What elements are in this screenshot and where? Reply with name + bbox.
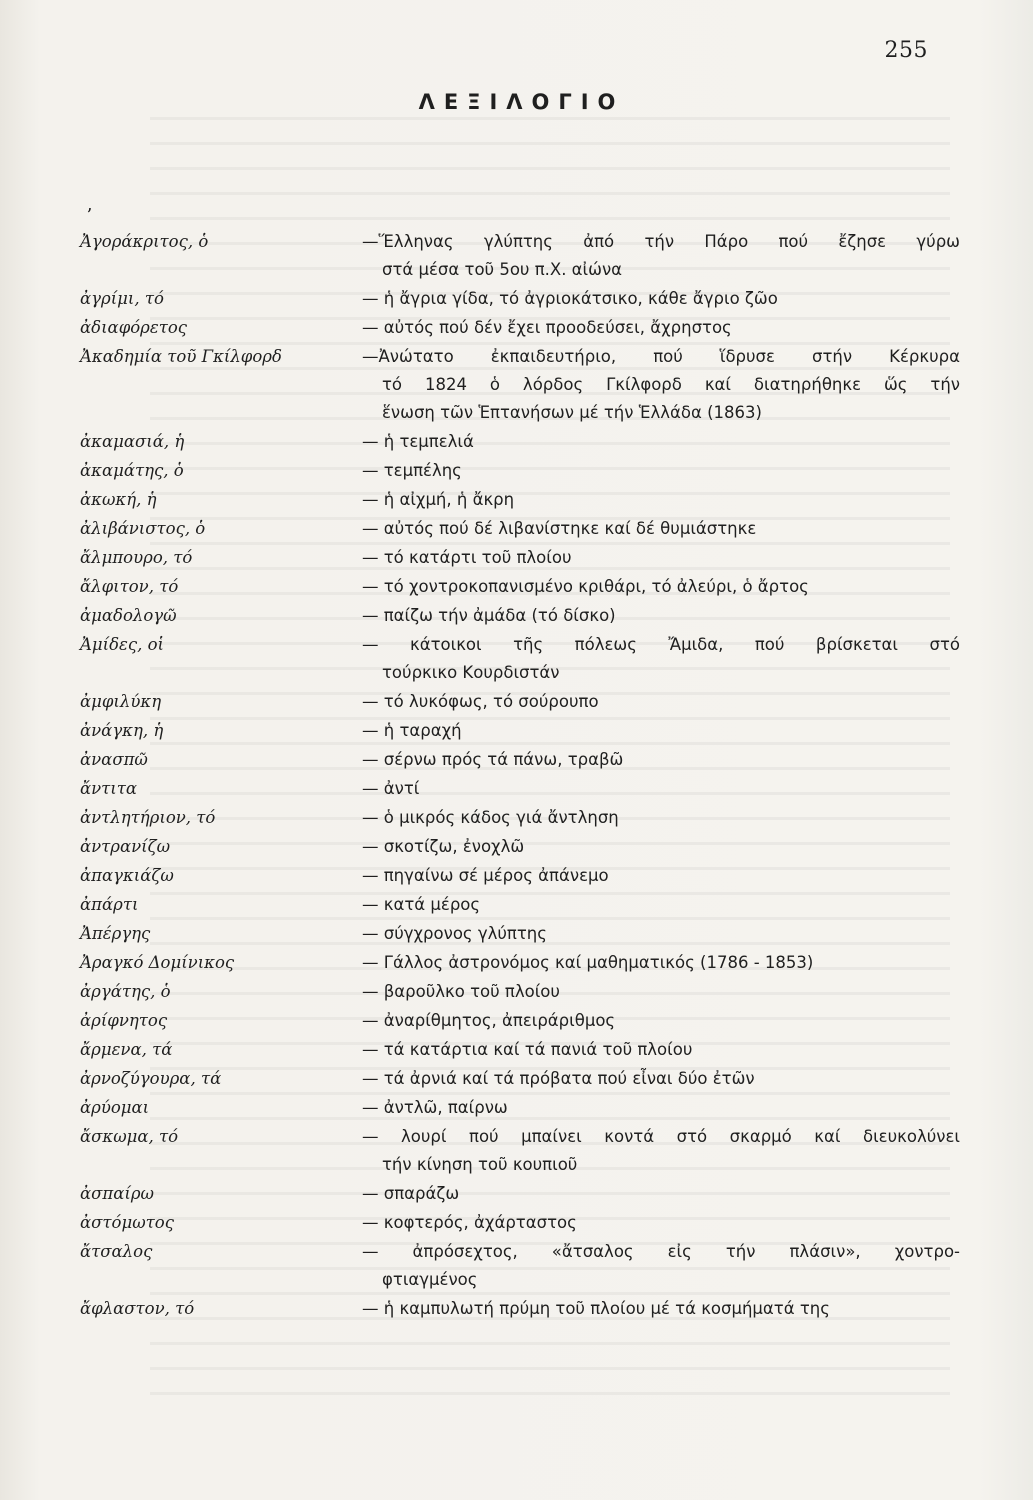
glossary-entry: [80, 978, 960, 1006]
glossary-entry: [80, 486, 960, 514]
glossary-definition: [362, 631, 960, 687]
glossary-term: ἀμφιλύκη: [80, 692, 162, 711]
definition-line: — σπαράζω: [362, 1184, 460, 1203]
glossary-entry: [80, 285, 960, 313]
glossary-definition: [362, 920, 960, 948]
glossary-definition: [362, 285, 960, 313]
glossary-term: ἀνάγκη, ἡ: [80, 721, 164, 740]
glossary-term: Ἀγοράκριτος, ὁ: [80, 232, 209, 251]
glossary-definition: [362, 486, 960, 514]
definition-line: — αὐτός πού δέν ἔχει προοδεύσει, ἄχρηστος: [362, 318, 732, 337]
definition-line: τήν κίνηση τοῦ κουπιοῦ: [382, 1155, 578, 1174]
glossary-entry: [80, 891, 960, 919]
glossary-entry: [80, 804, 960, 832]
glossary-term: ἄρμενα, τά: [80, 1040, 173, 1059]
glossary-term: Ἀραγκό Δομίνικος: [80, 953, 235, 972]
glossary-list: [80, 228, 960, 1324]
definition-line: — κατά μέρος: [362, 895, 481, 914]
glossary-term: ἄλφιτον, τό: [80, 577, 179, 596]
definition-line: — ὁ μικρός κάδος γιά ἄντληση: [362, 808, 619, 827]
glossary-term: ἀργάτης, ὁ: [80, 982, 171, 1001]
glossary-entry: [80, 1094, 960, 1122]
glossary-entry: [80, 544, 960, 572]
glossary-term: ἄτσαλος: [80, 1242, 153, 1261]
glossary-definition: [362, 1123, 960, 1179]
definition-line: — κοφτερός, ἀχάρταστος: [362, 1213, 577, 1232]
definition-line: — τό χοντροκοπανισμένο κριθάρι, τό ἀλεύρι, ὁ ἄρτος: [362, 577, 809, 596]
glossary-term: ἀγρίμι, τό: [80, 289, 164, 308]
accent-mark: ʼ: [86, 205, 92, 226]
glossary-entry: [80, 515, 960, 543]
glossary-entry: [80, 775, 960, 803]
glossary-definition: [362, 717, 960, 745]
glossary-entry: [80, 1180, 960, 1208]
definition-line: τό 1824 ὁ λόρδος Γκίλφορδ καί διατηρήθηκε ὥς τήν: [382, 375, 960, 394]
glossary-definition: [362, 804, 960, 832]
definition-line: τούρκικο Κουρδιστάν: [382, 663, 560, 682]
glossary-entry: [80, 1295, 960, 1323]
glossary-definition: [362, 891, 960, 919]
definition-line: — Γάλλος ἀστρονόμος καί μαθηματικός (1786 - 1853): [362, 953, 814, 972]
glossary-term: ἀκαμασιά, ἡ: [80, 432, 185, 451]
glossary-term: ἀσπαίρω: [80, 1184, 155, 1203]
glossary-entry: [80, 862, 960, 890]
glossary-term: ἀδιαφόρετος: [80, 318, 188, 337]
glossary-term: ἀπάρτι: [80, 895, 139, 914]
glossary-definition: [362, 1065, 960, 1093]
glossary-term: ἄσκωμα, τό: [80, 1127, 179, 1146]
definition-line: — ἀντί: [362, 779, 420, 798]
glossary-definition: [362, 833, 960, 861]
glossary-definition: [362, 1180, 960, 1208]
definition-line: — τό λυκόφως, τό σούρουπο: [362, 692, 599, 711]
definition-line: ἕνωση τῶν Ἑπτανήσων μέ τήν Ἑλλάδα (1863): [382, 403, 762, 422]
glossary-term: ἀμαδολογῶ: [80, 606, 177, 625]
glossary-term: ἀκαμάτης, ὁ: [80, 461, 184, 480]
glossary-definition: [362, 457, 960, 485]
definition-line: — αὐτός πού δέ λιβανίστηκε καί δέ θυμιάστηκε: [362, 519, 757, 538]
definition-line: — παίζω τήν ἀμάδα (τό δίσκο): [362, 606, 616, 625]
glossary-entry: [80, 1036, 960, 1064]
glossary-definition: [362, 573, 960, 601]
glossary-definition: [362, 1238, 960, 1294]
definition-line: — ἡ τεμπελιά: [362, 432, 474, 451]
glossary-term: ἀρίφνητος: [80, 1011, 168, 1030]
glossary-definition: [362, 602, 960, 630]
definition-line: — τά ἀρνιά καί τά πρόβατα πού εἶναι δύο ἐτῶν: [362, 1069, 755, 1088]
definition-line: —Ἕλληνας γλύπτης ἀπό τήν Πάρο πού ἔζησε γύρω: [362, 232, 960, 251]
glossary-term: Ἀπέργης: [80, 924, 151, 943]
glossary-term: ἀλιβάνιστος, ὁ: [80, 519, 206, 538]
glossary-definition: [362, 862, 960, 890]
glossary-entry: [80, 457, 960, 485]
page-number: 255: [884, 38, 928, 63]
definition-line: — τεμπέλης: [362, 461, 462, 480]
glossary-definition: [362, 228, 960, 284]
definition-line: — ἡ ἄγρια γίδα, τό ἀγριοκάτσικο, κάθε ἄγριο ζῶο: [362, 289, 778, 308]
glossary-entry: [80, 573, 960, 601]
glossary-definition: [362, 775, 960, 803]
glossary-entry: [80, 631, 960, 687]
glossary-definition: [362, 314, 960, 342]
glossary-term: ἀκωκή, ἡ: [80, 490, 157, 509]
definition-line: —Ἀνώτατο ἐκπαιδευτήριο, πού ἵδρυσε στήν Κέρκυρα: [362, 347, 960, 366]
glossary-term: ἀντλητήριον, τό: [80, 808, 216, 827]
definition-line: — λουρί πού μπαίνει κοντά στό σκαρμό καί διευκολύνει: [362, 1127, 960, 1146]
glossary-entry: [80, 343, 960, 427]
glossary-term: ἀντρανίζω: [80, 837, 171, 856]
glossary-definition: [362, 343, 960, 427]
definition-line: — τό κατάρτι τοῦ πλοίου: [362, 548, 572, 567]
definition-line: — πηγαίνω σέ μέρος ἀπάνεμο: [362, 866, 609, 885]
glossary-definition: [362, 1094, 960, 1122]
definition-line: — ἡ ταραχή: [362, 721, 462, 740]
glossary-term: ἄντιτα: [80, 779, 138, 798]
definition-line: — βαροῦλκο τοῦ πλοίου: [362, 982, 560, 1001]
glossary-definition: [362, 1295, 960, 1323]
definition-line: φτιαγμένος: [382, 1270, 478, 1289]
glossary-entry: [80, 228, 960, 284]
glossary-definition: [362, 949, 960, 977]
glossary-term: ἀστόμωτος: [80, 1213, 174, 1232]
glossary-definition: [362, 1209, 960, 1237]
glossary-term: Ἀκαδημία τοῦ Γκίλφορδ: [80, 347, 282, 366]
glossary-entry: [80, 602, 960, 630]
glossary-definition: [362, 746, 960, 774]
definition-line: — τά κατάρτια καί τά πανιά τοῦ πλοίου: [362, 1040, 693, 1059]
definition-line: — ἀναρίθμητος, ἀπειράριθμος: [362, 1011, 616, 1030]
definition-line: — ἡ καμπυλωτή πρύμη τοῦ πλοίου μέ τά κοσμήματά της: [362, 1299, 830, 1318]
glossary-entry: [80, 1007, 960, 1035]
glossary-entry: [80, 1238, 960, 1294]
glossary-entry: [80, 428, 960, 456]
page-title: ΛΕΞΙΛΟΓΙΟ: [418, 90, 625, 114]
glossary-entry: [80, 746, 960, 774]
glossary-term: ἀρύομαι: [80, 1098, 150, 1117]
definition-line: — κάτοικοι τῆς πόλεως Ἄμιδα, πού βρίσκεται στό: [362, 635, 960, 654]
glossary-term: ἀνασπῶ: [80, 750, 148, 769]
glossary-entry: [80, 1123, 960, 1179]
glossary-definition: [362, 1007, 960, 1035]
definition-line: — σέρνω πρός τά πάνω, τραβῶ: [362, 750, 624, 769]
glossary-term: ἀρνοζύγουρα, τά: [80, 1069, 222, 1088]
glossary-entry: [80, 833, 960, 861]
glossary-entry: [80, 920, 960, 948]
glossary-term: Ἀμίδες, οἱ: [80, 635, 165, 654]
glossary-definition: [362, 688, 960, 716]
glossary-definition: [362, 515, 960, 543]
glossary-entry: [80, 1065, 960, 1093]
definition-line: — σύγχρονος γλύπτης: [362, 924, 547, 943]
definition-line: — ἡ αἰχμή, ἡ ἄκρη: [362, 490, 515, 509]
definition-line: — σκοτίζω, ἐνοχλῶ: [362, 837, 525, 856]
glossary-term: ἄφλαστον, τό: [80, 1299, 195, 1318]
definition-line: — ἀπρόσεχτος, «ἄτσαλος εἰς τήν πλάσιν», χοντρο-: [362, 1242, 960, 1261]
glossary-definition: [362, 1036, 960, 1064]
glossary-entry: [80, 1209, 960, 1237]
glossary-term: ἄλμπουρο, τό: [80, 548, 193, 567]
glossary-definition: [362, 978, 960, 1006]
definition-line: — ἀντλῶ, παίρνω: [362, 1098, 508, 1117]
glossary-definition: [362, 544, 960, 572]
glossary-entry: [80, 688, 960, 716]
glossary-definition: [362, 428, 960, 456]
glossary-term: ἀπαγκιάζω: [80, 866, 174, 885]
glossary-entry: [80, 717, 960, 745]
definition-line: στά μέσα τοῦ 5ου π.Χ. αἰώνα: [382, 260, 623, 279]
glossary-entry: [80, 314, 960, 342]
glossary-entry: [80, 949, 960, 977]
